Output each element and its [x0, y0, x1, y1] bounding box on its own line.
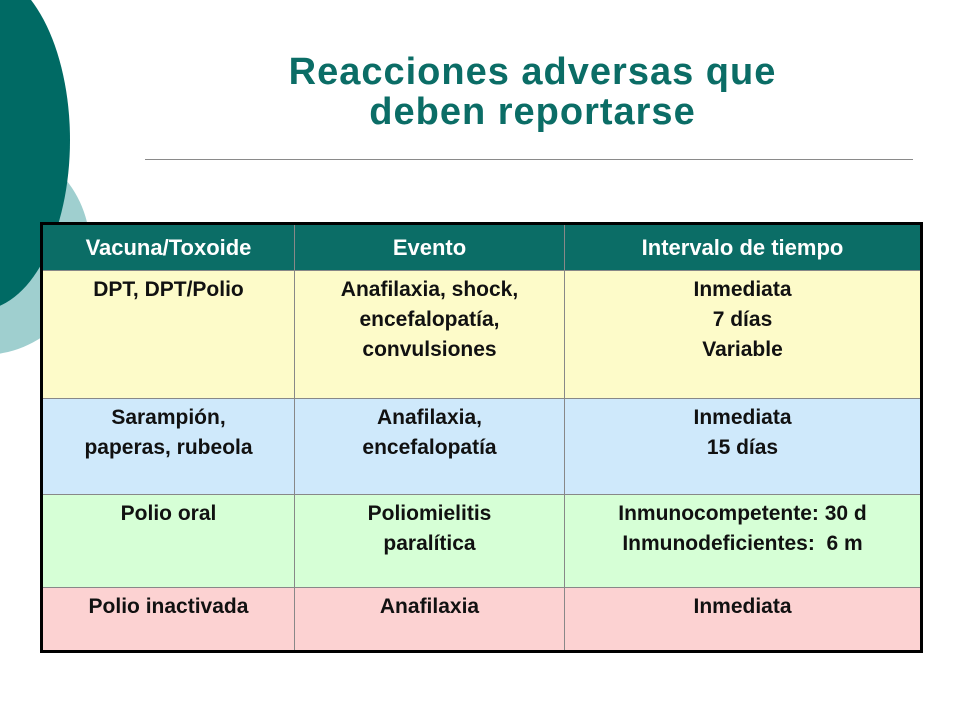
cell-text: paperas, rubeola	[84, 436, 253, 459]
cell-intervalo	[565, 399, 922, 495]
cell-intervalo	[565, 271, 922, 399]
cell-text: Inmunodeficientes: 6 m	[622, 532, 863, 555]
cell-text: Anafilaxia, shock,	[340, 278, 519, 301]
cell-text: Inmunocompetente: 30 d	[618, 502, 867, 525]
cell-vacuna	[42, 588, 295, 652]
table-row	[42, 495, 922, 588]
cell-text: Polio inactivada	[88, 595, 249, 618]
title-divider	[145, 159, 913, 160]
cell-vacuna	[42, 399, 295, 495]
cell-vacuna	[42, 271, 295, 399]
table-header-row	[42, 224, 922, 271]
header-vacuna: Vacuna/Toxoide	[42, 224, 295, 271]
table-row	[42, 399, 922, 495]
cell-text: convulsiones	[362, 338, 497, 361]
cell-evento	[295, 588, 565, 652]
cell-text: 7 días	[712, 308, 773, 331]
cell-evento	[295, 399, 565, 495]
table-row	[42, 588, 922, 652]
cell-text: Polio oral	[120, 502, 217, 525]
adverse-reactions-table	[40, 222, 923, 653]
cell-text: Inmediata	[693, 278, 792, 301]
cell-text: DPT, DPT/Polio	[93, 278, 244, 301]
cell-intervalo	[565, 495, 922, 588]
header-evento: Evento	[295, 224, 565, 271]
slide-title	[145, 52, 920, 132]
slide-title-line-1: Reacciones adversas que	[288, 51, 777, 93]
cell-evento	[295, 271, 565, 399]
cell-text: Anafilaxia	[379, 595, 480, 618]
cell-text: Inmediata	[693, 595, 792, 618]
cell-evento	[295, 495, 565, 588]
table-row	[42, 271, 922, 399]
cell-text: 15 días	[706, 436, 779, 459]
cell-text: encefalopatía	[362, 436, 497, 459]
header-intervalo: Intervalo de tiempo	[565, 224, 922, 271]
cell-text: encefalopatía,	[359, 308, 500, 331]
cell-vacuna	[42, 495, 295, 588]
cell-intervalo	[565, 588, 922, 652]
cell-text: Anafilaxia,	[376, 406, 483, 429]
cell-text: Variable	[702, 338, 783, 361]
cell-text: Sarampión,	[111, 406, 226, 429]
cell-text: Poliomielitis	[367, 502, 492, 525]
cell-text: Inmediata	[693, 406, 792, 429]
cell-text: paralítica	[383, 532, 476, 555]
slide-title-line-2: deben reportarse	[369, 91, 696, 133]
